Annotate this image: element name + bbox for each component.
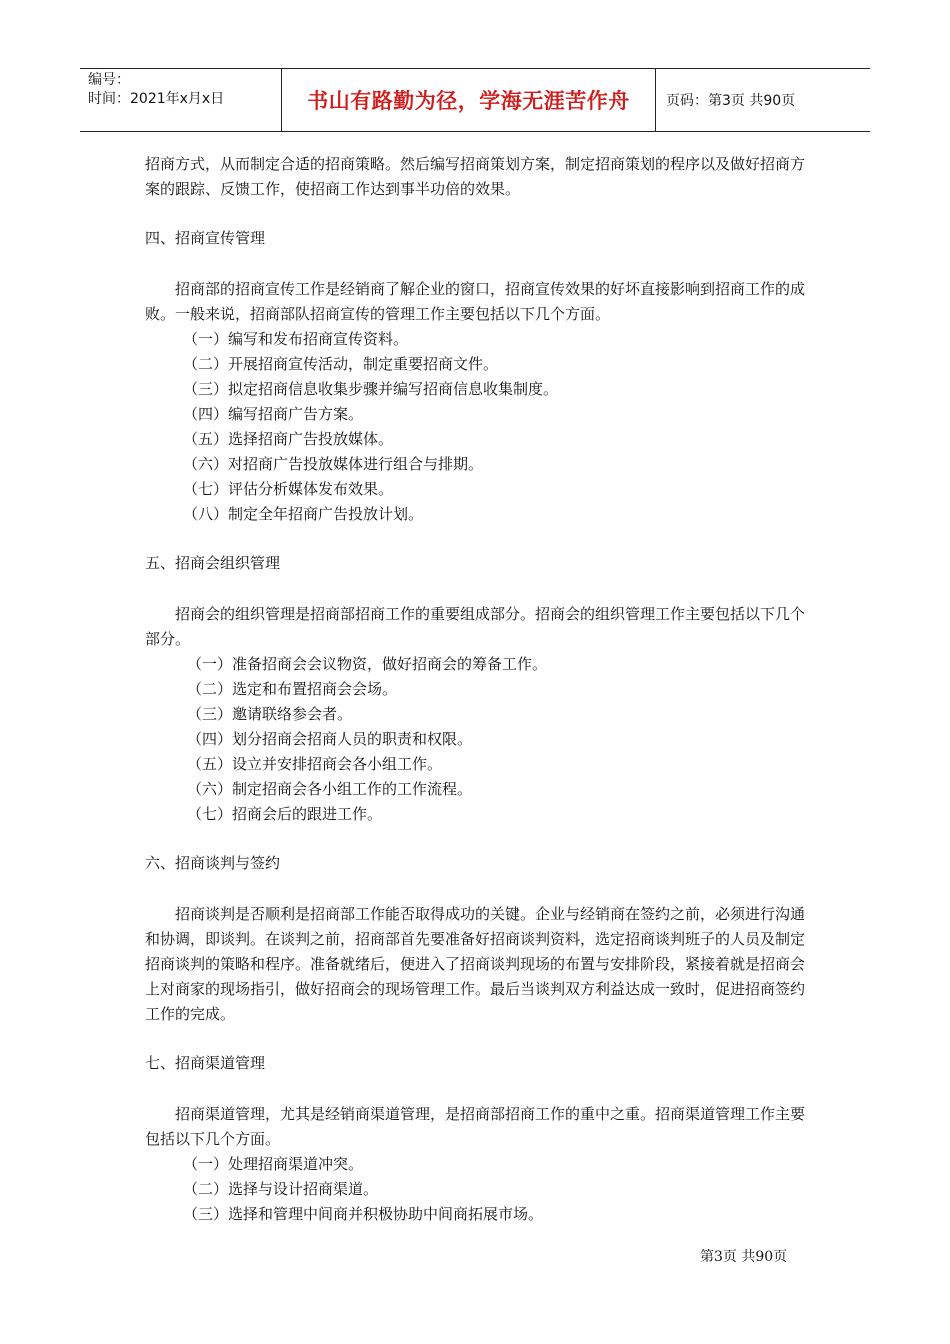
doc-number-label: 编号： (88, 72, 130, 88)
section-paragraph: 招商部的招商宣传工作是经销商了解企业的窗口，招商宣传效果的好坏直接影响到招商工作的成败。一般来说，招商部队招商宣传的管理工作主要包括以下几个方面。 (145, 280, 806, 323)
section-paragraph: 招商渠道管理，尤其是经销商渠道管理，是招商部招商工作的重中之重。招商渠道管理工作主要包括以下几个方面。 (145, 1105, 806, 1148)
list-item: （一）准备招商会会议物资，做好招商会的筹备工作。 (187, 655, 548, 673)
section-heading: 七、招商渠道管理 (145, 1054, 266, 1072)
list-item: （五）设立并安排招商会各小组工作。 (187, 755, 443, 773)
list-item: （三）拟定招商信息收集步骤并编写招商信息收集制度。 (183, 380, 559, 398)
header-motto: 书山有路勤为径，学海无涯苦作舟 (282, 69, 656, 131)
list-item: （二）选定和布置招商会会场。 (187, 680, 398, 698)
section-paragraph: 招商谈判是否顺利是招商部工作能否取得成功的关键。企业与经销商在签约之前，必须进行沟通和协调，即谈判。在谈判之前，招商部首先要准备好招商谈判资料，选定招商谈判班子的人员及制定招商谈判的策略和程序。准备就绪后，便进入了招商谈判现场的布置与安排阶段，紧接着就是招商会上对商家的现场指引，做好招商会的现场管理工作。最后当谈判双方利益达成一致时，促进招商签约工作的完成。 (145, 905, 806, 1023)
list-item: （四）划分招商会招商人员的职责和权限。 (187, 730, 473, 748)
document-body (145, 152, 810, 1227)
list-item: （六）制定招商会各小组工作的工作流程。 (187, 780, 473, 798)
list-item: （八）制定全年招商广告投放计划。 (183, 505, 424, 523)
list-item: （五）选择招商广告投放媒体。 (183, 430, 394, 448)
section-heading: 四、招商宣传管理 (145, 229, 266, 247)
header-meta (80, 69, 282, 131)
time-label: 时间：2021年x月x日 (88, 91, 225, 107)
list-item: （七）招商会后的跟进工作。 (187, 805, 383, 823)
header-page-info: 页码：第3页 共90页 (666, 93, 796, 109)
intro-paragraph: 招商方式，从而制定合适的招商策略。然后编写招商策划方案，制定招商策划的程序以及做好招商方案的跟踪、反馈工作，使招商工作达到事半功倍的效果。 (145, 155, 806, 198)
list-item: （一）编写和发布招商宣传资料。 (183, 330, 409, 348)
section-paragraph: 招商会的组织管理是招商部招商工作的重要组成部分。招商会的组织管理工作主要包括以下几个部分。 (145, 605, 806, 648)
list-item: （二）开展招商宣传活动，制定重要招商文件。 (183, 355, 499, 373)
list-item: （七）评估分析媒体发布效果。 (183, 480, 394, 498)
list-item: （一）处理招商渠道冲突。 (183, 1155, 364, 1173)
section-heading: 六、招商谈判与签约 (145, 854, 281, 872)
page-footer: 第3页 共90页 (700, 1249, 788, 1265)
list-item: （二）选择与设计招商渠道。 (183, 1180, 379, 1198)
list-item: （六）对招商广告投放媒体进行组合与排期。 (183, 455, 484, 473)
list-item: （三）选择和管理中间商并积极协助中间商拓展市场。 (183, 1205, 544, 1223)
list-item: （三）邀请联络参会者。 (187, 705, 353, 723)
section-heading: 五、招商会组织管理 (145, 554, 281, 572)
page-header (80, 68, 870, 132)
list-item: （四）编写招商广告方案。 (183, 405, 364, 423)
